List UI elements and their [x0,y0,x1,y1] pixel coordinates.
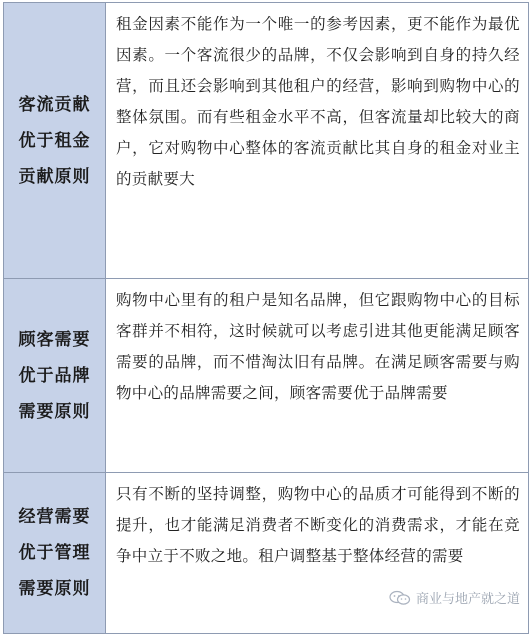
wechat-icon [389,590,411,606]
table-row [4,3,529,279]
row-label: 客流贡献优于租金贡献原则 [18,94,91,187]
row-text: 购物中心里有的租户是知名品牌，但它跟购物中心的目标客群并不相符，这时候就可以考虑引进其他更能满足顾客需要的品牌，而不惜淘汰旧有品牌。在满足顾客需要与购物中心的品牌需要之间，顾客需要优于品牌需要 [116,291,520,402]
row-label-cell [4,3,106,279]
watermark [389,588,520,607]
row-body-cell [106,473,529,634]
row-body-cell [106,3,529,279]
row-body-cell [106,279,529,473]
row-text: 租金因素不能作为一个唯一的参考因素，更不能作为最优因素。一个客流很少的品牌，不仅会影响到自身的持久经营，而且还会影响到其他租户的经营，影响到购物中心的整体氛围。而有些租金水平不高，但客流量却比较大的商户，它对购物中心整体的客流贡献比其自身的租金对业主的贡献要大 [116,15,520,188]
row-label-cell [4,473,106,634]
row-label-cell [4,279,106,473]
row-text: 只有不断的坚持调整，购物中心的品质才可能得到不断的提升，也才能满足消费者不断变化的消费需求，才能在竞争中立于不败之地。租户调整基于整体经营的需要 [116,485,520,565]
row-label: 顾客需要优于品牌需要原则 [18,329,91,422]
table-row [4,279,529,473]
watermark-text: 商业与地产就之道 [415,592,520,607]
table-row [4,473,529,634]
row-label: 经营需要优于管理需要原则 [18,507,91,599]
principles-table [3,2,529,634]
